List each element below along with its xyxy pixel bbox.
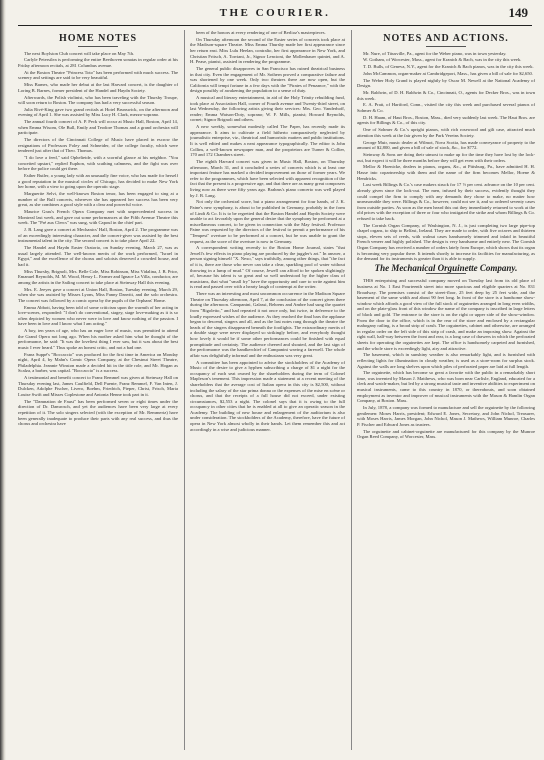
paragraph: The next Boylston Club concert will take place on May 7th.	[24, 50, 135, 56]
paragraph: been of the honors at every rendering of one of Berlioz's masterpieces.	[196, 30, 326, 35]
paragraph: J. B. Lang gave a concert at Mechanics' Hall, Boston, April 2. The programme was of an exceedingly interesting character, and the concert-giver was assisted by the best instrumental talent in the city. The second concert is to take place April 22.	[18, 227, 178, 244]
column-rule	[184, 30, 185, 750]
paragraph: Emma Abbott, having been told of some criticism upon the warmth of her acting in love-scenes, responded: "I don't do conventional, stagey, stage love-making as it is so often depicted by women who never were in love and know nothing of the passion. I have been in love and I know what I am acting."	[18, 304, 178, 327]
paragraph: Mrs. E. Jeeyes gave a concert at Union Hall, Boston, Tuesday evening, March 29, when she was assisted by Misses Lyons, Miss Fanny Danvitt, and the solo orchestra. The concert was followed by a comic opera by the pupils of the Orphans' Home.	[18, 286, 178, 303]
paragraph: At the Boston Theatre "Princess Toto" has been performed with much success. The scenery and settings are said to be very beautiful.	[18, 69, 178, 81]
section-heading-home-notes: HOME NOTES	[58, 33, 138, 44]
paragraph: A correspondent writing recently to the Boston Home Journal, states "that Jewell's few effects in piano playing are produced by the juggler's art." In answer, a person signing himself "X. Nexo," says truthfully, among other things, that "the fact of it is, there are those who never can take a clear, sparkling pool of water without throwing in a lump of mud." Of course, Jewell can afford to be spoken slightingly of, because his talent is so great and so well understood by the higher class of musicians, that what "small fry" have the opportunity and care to write against him is read and passed over with a hearty laugh of contempt at the writer.	[190, 245, 345, 290]
notes-and-actions-body	[357, 51, 535, 262]
paragraph: A new weekly, somewhat modestly called The Paper, has recently made its appearance. It aims to cultivate a field hitherto comparatively neglected by journalistic enterprise, viz., theatrical and humoristic matters and public institutions. It is well edited and makes a neat appearance typographically. The editor is John Collins, a well-known newspaper man, and the proprietors are Turner & Collier, 170 and 172 Chambers street.	[190, 124, 345, 158]
paragraph: The orguinette and cabinet-orguinette are manufactured for this company by the Munroe Organ Reed Company, of Worcester, Mass.	[357, 428, 535, 440]
paragraph: The basement, which in sunshiny weather is also remarkably light, and is furnished with reflecting lights for illumination in cloudy weather, is used as a store-room for surplus stock. Against the walls are long shelves upon which piles of perforated paper are laid at full length.	[357, 352, 535, 369]
middle-column-body	[190, 30, 345, 432]
heading-rule	[78, 46, 118, 47]
article-heading-orguinette: The Mechanical Orguinette Company.	[374, 262, 518, 273]
paragraph: Marguerite Selvi, the well-known Boston tenor, has been engaged to sing at a number of the Bull concerts, wherever she has appeared her success has been very great, as she combines a good style with a clear and powerful voice.	[18, 191, 178, 208]
page-number: 149	[508, 5, 528, 20]
paragraph: Afterwards, the Polish violinist, who has been traveling with the Thursby Troupe, will soon return to Boston. The company has had a very successful season.	[18, 94, 178, 106]
heading-rule	[426, 46, 466, 47]
paragraph: The Weber Holy Grand is played nightly by Oscar M. Newell at the National Academy of Design.	[357, 77, 535, 89]
paragraph: One of Sohmer & Co.'s upright pianos, with rich rosewood and gilt case, attracted much attention this week at the fair given by the Park Vereins Society.	[357, 127, 535, 138]
paragraph: In July, 1878, a company was formed to manufacture and sell the orguinette by the following gentlemen: Moses Harris, president; Edward E. Jones, Secretary, and John Nichol, Treasurer, with Moses Harris, James Morgan, John Nichol, Mason J. Mathews, William Munroe, Charles P. Fischer and Edward Jones as trustees.	[357, 405, 535, 427]
column-middle	[190, 30, 345, 750]
section-heading-notes-and-actions: NOTES AND ACTIONS.	[383, 33, 509, 44]
paragraph: Miss Barnes, who made her debut at the last Harvard concert, is the daughter of Loring B. Barnes, former president of the Handel and Haydn Society.	[18, 82, 178, 93]
paragraph: On Thursday afternoon the second of the Easter series of concerts took place at the Madison-square Theatre. Miss Emma Thursby made her first appearance since her return east. Miss Lulu Heelan, contralto, her first appearance in New York, and Christian Fritsch, A. Torriani, Jr., Signor Lencioni, the Mollenhauer quintet, and A. H. Pease, pianist, assisted in rendering the programme.	[190, 36, 345, 65]
paragraph: THIS enterprising and successful company moved on Tuesday last from its old place of business at No. 1 East Fourteenth street into more spacious and eligible quarters at No. 831 Broadway. The premises consist of the street-floor, 25 feet deep by 25 feet wide, and the basement of the same width and about 90 feet long. In front of the store is a handsome show-window which affords a good view of the full stock of orguinettes arranged in long even widths, and on the plate-glass front of this window the name of the company is inscribed in large letters of black and gold. The entrance to the store is on the right or upper side of the show-window. From the door to the office, which is in the rear of the store and enclosed by a rectangular mahogany railing, is a broad strip of crash. The orguinettes, cabinet and otherwise, are arranged in regular order on the left side of this strip of crash, and make an imposing show. Against the right wall, half-way between the front and rear, is a long case of drawers in which the perforated sheets for operating the orguinettes are kept. The office is handsomely carpeted and furnished, and the whole store is exceedingly light, airy and attractive.	[357, 278, 535, 351]
paragraph: W. Gotham, of Worcester, Mass., agent for Kranich & Bach, was in the city this week.	[363, 57, 522, 63]
home-notes-body	[18, 51, 178, 427]
publication-title: THE COURIER.	[219, 7, 331, 19]
paragraph: Maurice Grau's French Opera Company met with unprecedented success in Montreal last week, and gave out some performances at the Fifth Avenue Theatre this week. The "Pré aux Clercs" was sung, with Capoul in the chief part.	[18, 209, 178, 226]
paragraph: The orguinette, which has become so great a favorite with the public in a remarkably short time, was invented by Mason J. Matthews, who was born near Carlisle, England, educated for a clerk and watch-maker, but led by a strong musical taste and inventive abilities to experiment on musical instruments, came to this country in 1870, or thereabouts, and soon obtained employment as inventor and improver of musical instruments with the Mason & Hamlin Organ Company, at Boston. Mass.	[357, 370, 535, 404]
column-notes-and-actions	[357, 30, 535, 750]
paragraph: Last week Billings & Co.'s case makers struck for 17 ½ per cent. advance on the 10 per cent. already given since the lock-out. The men, infused by their success, evidently thought they could compel the firm to comply with any demands they chose to make, no matter how unreasonable they were. Billings & Co., however, could not see it, and so ordered seventy cases from outside parties. As soon as the men heard this out they immediately returned to work at the old prices with the exception of three or four who instigated the strike and whom Billings & Co. refused to take back.	[357, 182, 535, 221]
paragraph: T. D. Bulls, of Geneva, N.Y., agent for the Kranich & Bach pianos, was in the city this week.	[363, 64, 534, 70]
paragraph: A musical and literary entertainment, in aid of the Holy Trinity rebuilding fund, took place at Association Hall, corner of Fourth avenue and Twenty-third street, on last Wednesday, the following artists giving their services: Mrs. Geo. Vanderhoff, reader; Emma Watson-Doty, soprano; W. F. Mills, pianist; Howard Reynolds, cornet; Signor Brignoli and others.	[190, 95, 345, 123]
orguinette-article-body	[357, 278, 535, 439]
paragraph: The Handel and Haydn Easter Oratorio, on Sunday evening, March 27, was as usual largely attended. The well-known merits of the work performed, "Israel in Egypt," and the excellence of the chorus and soloists deserved a crowded house, and had it.	[18, 245, 178, 267]
column-home-notes	[18, 30, 178, 750]
paragraph: The eighth Harvard concert was given in Music Hall, Boston, on Thursday afternoon, March 31, and it concluded a series of concerts which is at least one important feature has marked a decided improvement on those of former years. We refer to the programmes, which have been selected with apparent recognition of the fact that the present is a progressive age, and that there are as many great composers living now as there were fifty years ago. Brahms's piano concerto was well played by J. B. Lang.	[190, 159, 345, 198]
paragraph: Carlyle Petersilea is performing the entire Beethoven sonatas in regular order at his Friday afternoon recitals, at 281 Columbus avenue.	[18, 57, 178, 68]
paragraph: The "Damnation de Faust" has been performed seven or eight times under the direction of Dr. Damrosch, and yet the audiences have been very large at every repetition of it. The solo singers selected (with the exception of Mr. Remmertz) have been generally inadequate to produce their parts with any real success, and thus the chorus and orchestra have	[18, 398, 178, 427]
paragraph: There was an interesting and most uncommon occurrence in the Madison Square Theatre on Thursday afternoon, April 7, at the conclusion of the concert given there during the afternoon. Campanini, Galassi, Behrens and Ambre had sung the quartet from "Rigoletto," and had repeated it not once only, but twice, in deference to the loudly expressed wishes of the audience. As they reached the final bars the applause began to descend, singers and all, and as the last notes rang through the theatre the heads of the singers disappeared beneath the footlights. The extraordinary merits of a double stage were never displayed so strikingly before, and everybody thought how lovely it would be if some other performances could be finished with equal promptitude and certainty. The audience cheered and shouted, and the last sign of the performance was the handkerchief of Campanini waving a farewell. The whole affair was delightfully informal and the enthusiasm was very great.	[190, 291, 345, 358]
page-header	[18, 3, 532, 26]
paragraph: Mr. Baldwin, of D. H. Baldwin & Co., Cincinnati, O., agents for Decker Bros., was in town this week.	[357, 90, 535, 101]
paragraph: The Cornish Organ Company, of Washington, N. J., is just completing two large pipe-top chapel organs, to ship to Belfast, Ireland. They are made to order, with five octaves and thirteen stops, eleven sets of reeds, with walnut cases handsomely trimmed and inlaid in beautiful French veneer and highly polished. The design is very handsome and entirely new. The Cornish Organ Company has received a number of orders lately from Europe, which shows that its organ is becoming very popular there. It intends shortly to increase its facilities for manufacturing, as the demand for its instruments is greater than it is able to supply.	[357, 222, 535, 262]
paragraph: Mellor & Hoenicke, dealers in pianos, organs, &c., at Pittsburg, Pa., have admitted H. H. Hasse into copartnership with them and the name of the firm becomes Mellor, Hoene & Hendricks.	[357, 164, 535, 181]
heading-rule	[426, 273, 466, 274]
paragraph: D. H. Haam, of Haut Bros., Boston, Mass., died very suddenly last week. The Haut Bros. are agents for Billings & Co., of this city.	[357, 114, 535, 126]
paragraph: John McCammon, organ-maker at Cambridgeport, Mass., has given a bill of sale for $2,650.	[363, 70, 533, 76]
paragraph: The annual fourth concert of A. P. Peck will occur at Music Hall, Boston, April 14, when Emma Wixom, Ole Bull, Emily and Teodore Thomas and a grand orchestra will participate.	[18, 119, 178, 136]
paragraph: "I do love a feed," said Ophelieide, with a scornful glance at his neighbor. "You conceited upstart," replied Euphon, with scathing calmness, and the fight was over before the police could get there.	[18, 155, 178, 172]
paragraph: George Muir, music dealer at Wilmot, Nova Scotia, has made conveyance of property to the amount of $2,800, and given a bill of sale of stock, &c., for $772.	[357, 139, 535, 151]
column-rule	[351, 30, 352, 750]
paragraph: The directors of the Cincinnati College of Music have placed in escrow the resignations of Professors Foley and Schneider, of the college faculty, which were tendered just after that of Theo. Thomas.	[18, 137, 178, 154]
paragraph: Mr. Nure, of Titusville, Pa., agent for the Weber piano, was in town yesterday.	[363, 50, 507, 56]
paragraph: A boy, ten years of age, who has an eager love of music, was permitted to attend the Grand Opera not long ago. When his mother asked him what he thought of the performance, he said: "It was the loveliest thing I ever saw, but it was about the best music I ever heard." Thus spoke an honest critic, and not a bad one.	[18, 328, 178, 350]
paragraph: Franz Suppé's "Boccaccio" was produced for the first time in America on Monday night, April 4, by Mahn's Comic Opera Company, at the Chestnut Street Theatre, Philadelphia. Jeannie Winston made a decided hit in the title role, and Mr. Hogan as Scalza, a barber, was capital. "Boccaccio" is a success.	[18, 351, 178, 374]
paragraph: Julia Rivé-King gave two grand recitals at Hotel Brunswick, on the afternoon and evening of April 1. She was assisted by Miss Lucy H. Clark, mezzo-soprano.	[18, 106, 178, 118]
paragraph: E. A. Pratt, of Hartford, Conn., visited the city this week and purchased several pianos of Sohmer & Co.	[357, 102, 535, 114]
paragraph: Steinway & Sons are doing their utmost to make up for the time they have lost by the lock-out, but expect it will be three months before they will get even with their orders.	[357, 151, 535, 163]
paragraph: Miss Thursby, Brignoli, Mrs. Belle Cole, Miss Robinson, Miss Vidalina, J. B. Prior, Emanuel Reynolds, M. M. Wood, Henry L. Farmer and Ignace La Villa, conductor, are among the artists in the Sailing concert to take place at Steinway Hall this evening.	[18, 268, 178, 285]
paragraph: Esther Butler, a young lady with an unusually fine voice, who has made for herself a good reputation in the musical circles of Chicago, has decided to make New York her home, with a view to going upon the operatic stage.	[18, 173, 178, 190]
paragraph: Not only the orchestral score, but a piano arrangement for four hands, of J. K. Paine's new symphony, is about to be published in Germany, probably in the form of Lindt & Co. It is to be regretted that the Boston Handel and Haydn Society were unable to act favorably upon the general desire that the symphony be performed at a miscellaneous concert, to be given in connection with the May festival. Professor Paine was requested by the directors of the festival to permit a performance of his "Tempest" overture to be performed at a concert, but he was unable to grant the request, as the score of the overture is now in Germany.	[190, 199, 345, 244]
paragraph: A testimonial and benefit concert to Franz Remmel was given at Steinway Hall on Thursday evening last, James Caulfield, Dell Puente, Franz Remmel, F. Van Inten, J. Dulcken, Adolphe Fischer, Livero, Boehm, Friedrich, Pieper, Christ, Frisch, Maria Louise Swift and Misses Coplestone and Antonia Henne took part in it.	[18, 375, 178, 397]
scan-edge-shadow	[0, 0, 6, 760]
paragraph: The general public disapproves in San Francisco has ruined theatrical business in that city. Even the engagement of Mr. Sothern proved a comparative failure and was shortened by one week. Only two theatres there are now open, but the California will tempt fortune in a few days with the "Pirates of Penzance," with the design possibly of awakening the population to a sense of duty.	[190, 65, 345, 94]
paragraph: A committee has been appointed to advise the stockholders of the Academy of Music of the desire to give a hyphen subscribing a charge of $1 a night for the occupancy of each seat owned by the shareholders during the term of Colonel Mapleson's tenement. This impression made a statement at a recent meeting of the shareholders that the average cost of Italian opera in this city is $2,500, without including the salary of the star prima donna or the expenses of the mise en scène or chorus, and that the receipts of a full house did not exceed, under existing circumstances, $2,553 a night. The colonel says that it is owing to the full occupancy in other cities that he is enabled at all to give an operatic season in the Academy. The building of new house and enlargement of the auditorium is also under consideration. The stockholders of the Academy, therefore, have the future of opera in New York almost wholly in their hands. Let them remember this and act accordingly in a wise and judicious manner.	[190, 359, 345, 432]
